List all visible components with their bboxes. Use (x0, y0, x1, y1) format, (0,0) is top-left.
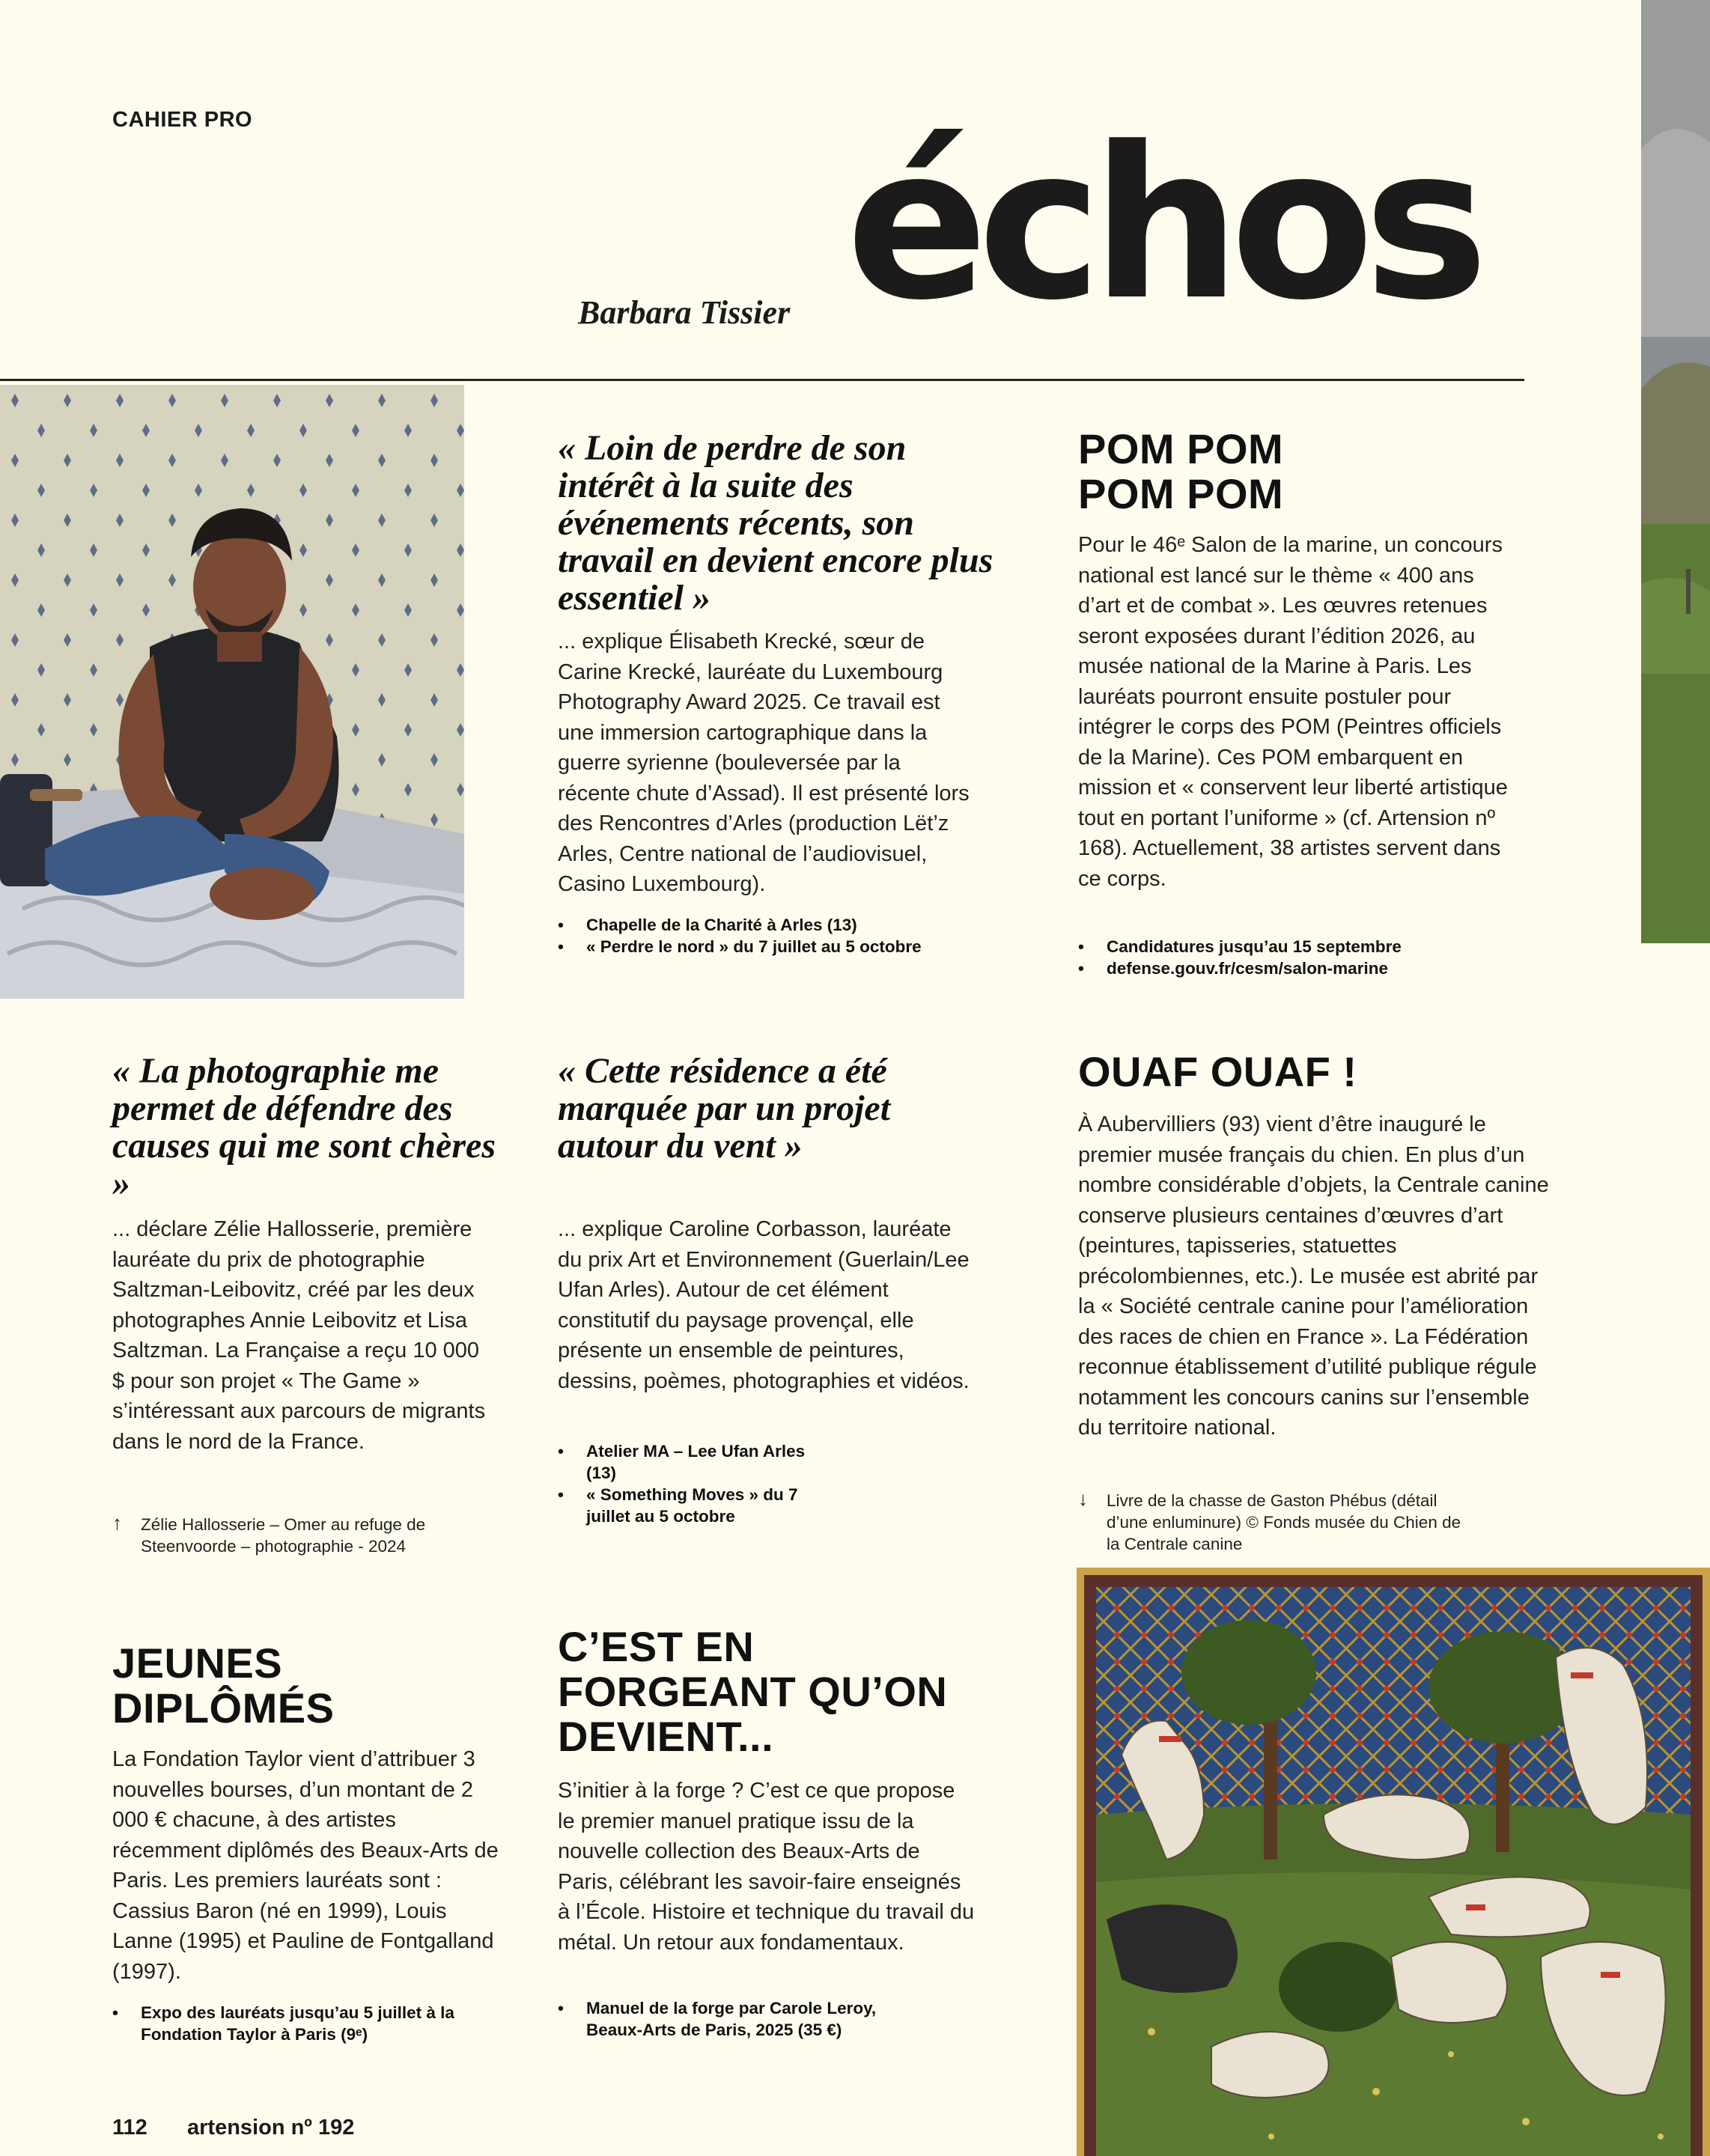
detail-item: • Chapelle de la Charité à Arles (13) (558, 914, 977, 936)
heading-forge: C’EST EN FORGEANT QU’ON DEVIENT... (558, 1623, 948, 1760)
quote-hallosserie: « La photographie me permet de défendre des causes qui me sont chères » (112, 1051, 496, 1203)
page-number: 112 (112, 2116, 147, 2140)
details-krecke (558, 914, 977, 957)
details-forge (558, 1997, 902, 2041)
detail-item: • defense.gouv.fr/cesm/salon-marine (1078, 957, 1512, 979)
arrow-up-icon: ↑ (112, 1511, 122, 1534)
body-krecke: ... explique Élisabeth Krecké, sœur de Carine Krecké, lauréate du Luxembourg Photography Award 2025. Ce travail est une immersion cartographique dans la guerre syrienne (bouleversée par la récente chute d’Assad). Il est présenté lors des Rencontres d’Arles (production Lët’z Arles, Centre national de l’audiovisuel, Casino Luxembourg). (558, 630, 970, 896)
body-ouaf: À Aubervilliers (93) vient d’être inauguré le premier musée français du chien. En plus d’un nombre considérable d’objets, la Centrale canine conserve plusieurs centaines d’œuvres d’art (peintures, tapisseries, statuettes précolombiennes, etc.). Le musée est abrité par la « Société centrale canine pour l’amélioration des races de chien en France ». La Fédération reconnue établissement d’utilité publique régule notamment les concours canins sur l’ensemble du territoire national. (1078, 1112, 1549, 1440)
heading-ouaf: OUAF OUAF ! (1078, 1048, 1357, 1095)
photo-landscape-strip (1641, 0, 1710, 943)
arrow-down-icon: ↓ (1078, 1487, 1088, 1510)
heading-pompom: POM POM POM POM (1078, 425, 1284, 517)
body-pompom: Pour le 46ᵉ Salon de la marine, un concours national est lancé sur le thème « 400 ans d’art et de combat ». Les œuvres retenues seront exposées durant l’édition 2026, au musée national de la Marine à Paris. Les lauréats pourront ensuite postuler pour intégrer le corps des POM (Peintres officiels de la Marine). Ces POM embarquent en mission et « conservent leur liberté artistique tout en portant l’uniforme » (cf. Artension nº 168). Actuellement, 38 artistes servent dans ce corps. (1078, 533, 1508, 891)
body-corbasson: ... explique Caroline Corbasson, lauréate du prix Art et Environnement (Guerlain/Lee Ufan Arles). Autour de cet élément constitutif du paysage provençal, elle présente un ensemble de peintures, dessins, poèmes, photographies et vidéos. (558, 1217, 970, 1393)
detail-item: • Expo des lauréats jusqu’au 5 juillet à la Fondation Taylor à Paris (9ᵉ) (112, 2002, 472, 2045)
detail-item: • Atelier MA – Lee Ufan Arles (13) (558, 1440, 827, 1484)
detail-item: • Manuel de la forge par Carole Leroy, Beaux-Arts de Paris, 2025 (35 €) (558, 1997, 902, 2041)
magazine-issue: artension nº 192 (187, 2116, 355, 2140)
caption-manuscript (1078, 1487, 1467, 1555)
quote-corbasson: « Cette résidence a été marquée par un projet autour du vent » (558, 1051, 891, 1166)
details-pompom (1078, 936, 1512, 979)
body-forge: S’initier à la forge ? C’est ce que propose le premier manuel pratique issu de la nouvelle collection des Beaux-Arts de Paris, célébrant les savoir-faire enseignés à l’École. Histoire et technique du travail du métal. Un retour aux fondamentaux. (558, 1779, 975, 1955)
details-jeunes-diplomes (112, 2002, 472, 2045)
author-byline: Barbara Tissier (578, 294, 791, 331)
body-jeunes-diplomes: La Fondation Taylor vient d’attribuer 3 nouvelles bourses, d’un montant de 2 000 € chacune, à des artistes récemment diplômés des Beaux-Arts de Paris. Les premiers lauréats sont : Cassius Baron (né en 1999), Louis Lanne (1995) et Pauline de Fontgalland (1997). (112, 1747, 499, 1984)
details-corbasson (558, 1440, 827, 1527)
caption-hallosserie-photo (112, 1511, 487, 1557)
header-divider (0, 379, 1524, 381)
caption-text: Zélie Hallosserie – Omer au refuge de Steenvoorde – photographie - 2024 (141, 1515, 426, 1556)
detail-item: • « Perdre le nord » du 7 juillet au 5 octobre (558, 936, 977, 957)
quote-krecke: « Loin de perdre de son intérêt à la suite des événements récents, son travail en devient encore plus essentiel » (558, 428, 994, 618)
caption-text: Livre de la chasse de Gaston Phébus (détail d’une enluminure) © Fonds musée du Chien de la Centrale canine (1107, 1491, 1461, 1553)
detail-item: • « Something Moves » du 7 juillet au 5 octobre (558, 1484, 827, 1527)
detail-item: • Candidatures jusqu’au 15 septembre (1078, 936, 1512, 957)
photo-manuscript-dogs (1077, 1568, 1710, 2156)
photo-zelie-hallosserie (0, 385, 464, 999)
page-title: échos (846, 103, 1479, 347)
body-hallosserie: ... déclare Zélie Hallosserie, première lauréate du prix de photographie Saltzman-Leibovitz, créé par les deux photographes Annie Leibovitz et Lisa Saltzman. La Française a reçu 10 000 $ pour son projet « The Game » s’intéressant aux parcours de migrants dans le nord de la France. (112, 1217, 486, 1454)
section-label: CAHIER PRO (112, 108, 253, 132)
heading-jeunes-diplomes: JEUNES DIPLÔMÉS (112, 1639, 335, 1732)
